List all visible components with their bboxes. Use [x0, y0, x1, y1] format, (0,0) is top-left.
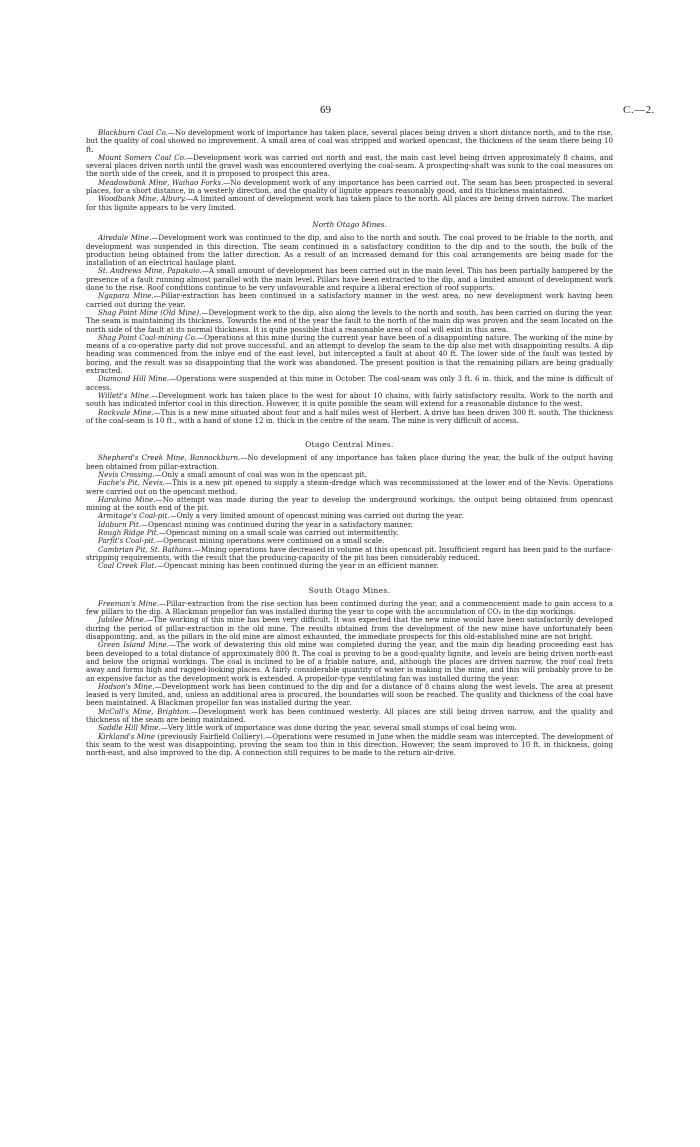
paragraph — [86, 546, 613, 563]
mine-name: Fache's Pit, Nevis. — [98, 478, 166, 488]
paragraph — [86, 496, 613, 513]
paragraph-text: —Mining operations have decreased in volume at this opencast pit. Insufficient regard has been paid to the surface-stripping requirements, with the result that the producing-capacity of the pit has been considerably reduced. — [86, 544, 613, 562]
paragraph-text: —Opencast mining was continued during the year in a satisfactory manner. — [141, 519, 413, 529]
paragraph-text: —Opencast mining on a small scale was carried out intermittently. — [158, 528, 399, 538]
paragraph-text: —Development work has been continued westerly. All places are still being driven narrow, and the quality and thickness of the seam are being maintained. — [86, 706, 613, 724]
document-code: C.—2. — [623, 104, 655, 116]
paragraph-text: —This is a new pit opened to supply a steam-dredge which was recommissioned at the lower end of the Nevis. Operations were carried out on the opencast method. — [86, 478, 614, 496]
paragraph — [86, 195, 613, 212]
paragraph — [86, 179, 613, 196]
mine-name: Mount Somers Coal Co. — [98, 152, 187, 162]
mine-name: Rough Ridge Pit. — [98, 528, 159, 538]
paragraph-text: —Operations were suspended at this mine in October. The coal-seam was only 3 ft. 6 in. thick, and the mine is difficult of access. — [86, 374, 613, 392]
paragraph-text: —Development work was continued to the dip, and also to the north and south. The coal proved to be friable to the north, and development was suspended in this direction. The seam continued in a satisfactory condition to the dip and to the south, the bulk of the production being obtained from the latter direction. As a result of an increased demand for this coal arrangements are being made for the installation of an electrical haulage plant. — [86, 233, 613, 268]
paragraph-text: —No attempt was made during the year to develop the underground workings, the output being obtained from opencast mining at the south end of the pit. — [86, 494, 613, 513]
paragraph — [86, 600, 613, 617]
paragraph — [86, 154, 613, 179]
paragraph — [86, 129, 613, 154]
mine-name: Harakino Mine. — [98, 494, 156, 504]
paragraph — [86, 267, 613, 292]
mine-name: McColl's Mine, Brighton. — [98, 706, 192, 716]
mine-name: Willett's Mine. — [98, 390, 152, 400]
section-gap — [86, 425, 613, 435]
paragraph — [86, 334, 613, 375]
mine-name: Idaburn Pit. — [98, 519, 142, 529]
mine-name: Shepherd's Creek Mine, Bannockburn. — [98, 453, 241, 463]
paragraph-text: —No development of any importance has taken place during the year, the bulk of the output having been obtained from pillar-extraction. — [86, 453, 613, 471]
paragraph-text: —Development work to the dip, also along the levels to the north and south, has been carried on during the year. The seam is maintaining its thickness. Towards the end of the year the fault to the north of the main dip was proven and the seam located on the north side of the fault at its normal thickness. It is quite possible that a reasonable area of coal will exist in this area. — [86, 307, 613, 334]
paragraph-text: —No development work of importance has taken place, several places being driven a short distance north, and to the rise, but the quality of coal showed no improvement. A small area of coal was stripped and worked opencast, the thickness of the seam there being 10 ft. — [86, 128, 613, 154]
mine-name: Parfit's Coal-pit. — [98, 536, 157, 546]
paragraph — [86, 641, 613, 682]
paragraph-text: —Very little work of importance was done during the year, several small stumps of coal being won. — [160, 723, 517, 733]
mine-name: St. Andrews Mine, Papakaio. — [98, 266, 202, 276]
mine-name: Saddle Hill Mine. — [98, 723, 161, 733]
paragraph-text: —The working of this mine has been very difficult. It was expected that the new mine would have been satisfactorily developed during the period of pillar-extraction in the old mine. The results obtained from the development of the new mine have unfortunately been disappointing, and, as the pillars in the old mine are almost exhausted, the immediate prospects for this old-established mine are not bright. — [86, 615, 613, 642]
section-heading-south-otago: South Otago Mines. — [308, 585, 391, 595]
paragraph-text: —This is a new mine situated about four and a half miles west of Herbert. A drive has been driven 300 ft. south. The thickness of the coal-seam is 10 ft., with a band of stone 12 in. thick in the centre of the seam. The mine is very difficult of access. — [86, 407, 613, 425]
paragraph-text: —Development work has taken place to the west for about 10 chains, with fairly satisfactory results. Work to the north and south has indicated inferior coal in this direction. However, it is quite possible the seam will extend for a reasonable distance to the west. — [86, 390, 613, 409]
mine-name: Freeman's Mine. — [98, 598, 160, 608]
paragraph-text: —Only a very limited amount of opencast mining was carried out during the year. — [169, 511, 464, 521]
mine-name: Woodbank Mine, Albury. — [98, 194, 187, 204]
paragraph — [86, 409, 613, 426]
paragraph — [86, 562, 613, 570]
paragraph — [86, 375, 613, 392]
paragraph-text: —Opencast mining has been continued during the year in an efficient manner. — [156, 561, 439, 571]
paragraph-text: —Development work has been continued to the dip and for a distance of 8 chains along the west levels. The area at present leased is very limited, and, unless an additional area is procured, the boundaries will soon be reached. The quality and thickness of the coal have been maintained. A Blackman propellor fan was installed during the year. — [86, 681, 613, 708]
section-heading-otago-central: Otago Central Mines. — [305, 440, 394, 450]
mine-name: Kirkland's Mine — [98, 731, 156, 741]
mine-name: Coal Creek Flat. — [98, 561, 157, 571]
paragraph — [86, 392, 613, 409]
mine-name: Green Island Mine. — [98, 640, 169, 650]
report-body — [86, 129, 613, 757]
paragraph-text: —Opencast mining operations were continued on a small scale. — [156, 536, 385, 546]
mine-name: Shag Point Mine (Old Mine). — [98, 307, 202, 317]
mine-name: Airedale Mine. — [98, 233, 152, 243]
paragraph-text: —Pillar-extraction has been continued in a satisfactory manner in the west area, no new development work having been carried out during the year. — [86, 291, 613, 309]
mine-name: Jubilee Mine. — [98, 615, 147, 625]
paragraph-text: —Development work was carried out north and east, the main cast level being driven approximately 8 chains, and several places driven north until the gravel wash was encountered overlying the coal-seam. A prospecting-shaft was sunk to the coal measures on the north side of the creek, and it is proposed to prospect this area. — [86, 152, 613, 179]
paragraph-text: —Operations at this mine during the current year have been of a disappointing nature. The working of the mine by means of a co-operative party did not prove successful, and an attempt to develop the seam to the dip also met with disappointing results. A dip heading was commenced from the inbye end of the east level, but intercepted a fault at about 40 ft. The lower side of the fault was tested by boring, and the result was so disappointing that the work was abandoned. The present position is that the remaining pillars are being gradually extracted. — [86, 332, 613, 376]
mine-name: Meadowbank Mine, Waihao Forks. — [98, 177, 224, 187]
paragraph-text: —The work of dewatering this old mine was completed during the year, and the main dip heading proceeding east has been developed to a total distance of approximately 800 ft. The coal is proving to be a good-quality lignite, and levels are being driven north-east and below the original workings. The coal is inclined to be of a friable nature, and, although the places are driven narrow, the roof coal frets away and forms high and ragged-looking places. A fairly considerable quantity of water is making in the mine, and this will probably prove to be an expensive factor as the development work is extended. A propellor-type ventilating fan was installed during the year. — [86, 640, 613, 683]
mine-name: Ngapara Mine. — [98, 291, 154, 301]
mine-name: Blackburn Coal Co. — [98, 128, 168, 137]
paragraph-text: —A limited amount of development work has taken place to the north. All places are being driven narrow. The market for this lignite appears to be very limited. — [86, 194, 613, 212]
page-header — [0, 104, 700, 120]
paragraph-text: (previously Fairfield Colliery).—Operations were resumed in June when the middle seam was intercepted. The development of this seam to the west was disappointing, proving the seam too thin in this direction. However, the seam improved to 10 ft. in thickness, going north-east, and also improved to the dip. A connection still requires to be made to the return air-drive. — [86, 731, 613, 758]
mine-name: Hodson's Mine. — [98, 681, 155, 691]
section-gap — [86, 571, 613, 581]
mine-name: Shag Point Coal-mining Co. — [98, 332, 197, 342]
mine-name: Diamond Hill Mine. — [98, 374, 170, 384]
paragraph — [86, 292, 613, 309]
paragraph-text: —Only a small amount of coal was won in the opencast pit. — [154, 469, 367, 479]
paragraph-text: —A small amount of development has been carried out in the main level. This has been partially hampered by the presence of a fault running almost parallel with the main level. Pillars have been extracted to the dip, and a limited amount of development work done to the rise. Roof conditions continue to be very unfavourable and require a liberal erection of roof supports. — [86, 266, 614, 293]
page-number: 69 — [320, 104, 331, 116]
paragraph-text: —No development work of any importance has been carried out. The seam has been prospected in several places, for a short distance, in a westerly direction, and the quality of lignite appears reasonably good, and its thickness maintained. — [86, 177, 613, 196]
paragraph — [86, 454, 613, 471]
mine-name: Armitage's Coal-pit. — [98, 511, 170, 521]
paragraph — [86, 733, 613, 758]
paragraph-text: —Pillar-extraction from the rise section has been continued during the year, and a commencement made to gain access to a few pillars to the dip. A Blackman propellor fan was installed during the year to cope with the accumulation of CO₂ in the dip workings. — [86, 598, 613, 617]
paragraph — [86, 683, 613, 708]
paragraph — [86, 309, 613, 334]
mine-name: Nevis Crossing. — [98, 469, 155, 479]
paragraph — [86, 708, 613, 725]
section-gap — [86, 212, 613, 215]
paragraph — [86, 234, 613, 267]
mine-name: Rockvale Mine. — [98, 407, 154, 417]
mine-name: Cambrian Pit, St. Bathans. — [98, 544, 194, 554]
section-heading-north-otago: North Otago Mines. — [312, 219, 387, 229]
paragraph — [86, 616, 613, 641]
paragraph — [86, 479, 613, 496]
